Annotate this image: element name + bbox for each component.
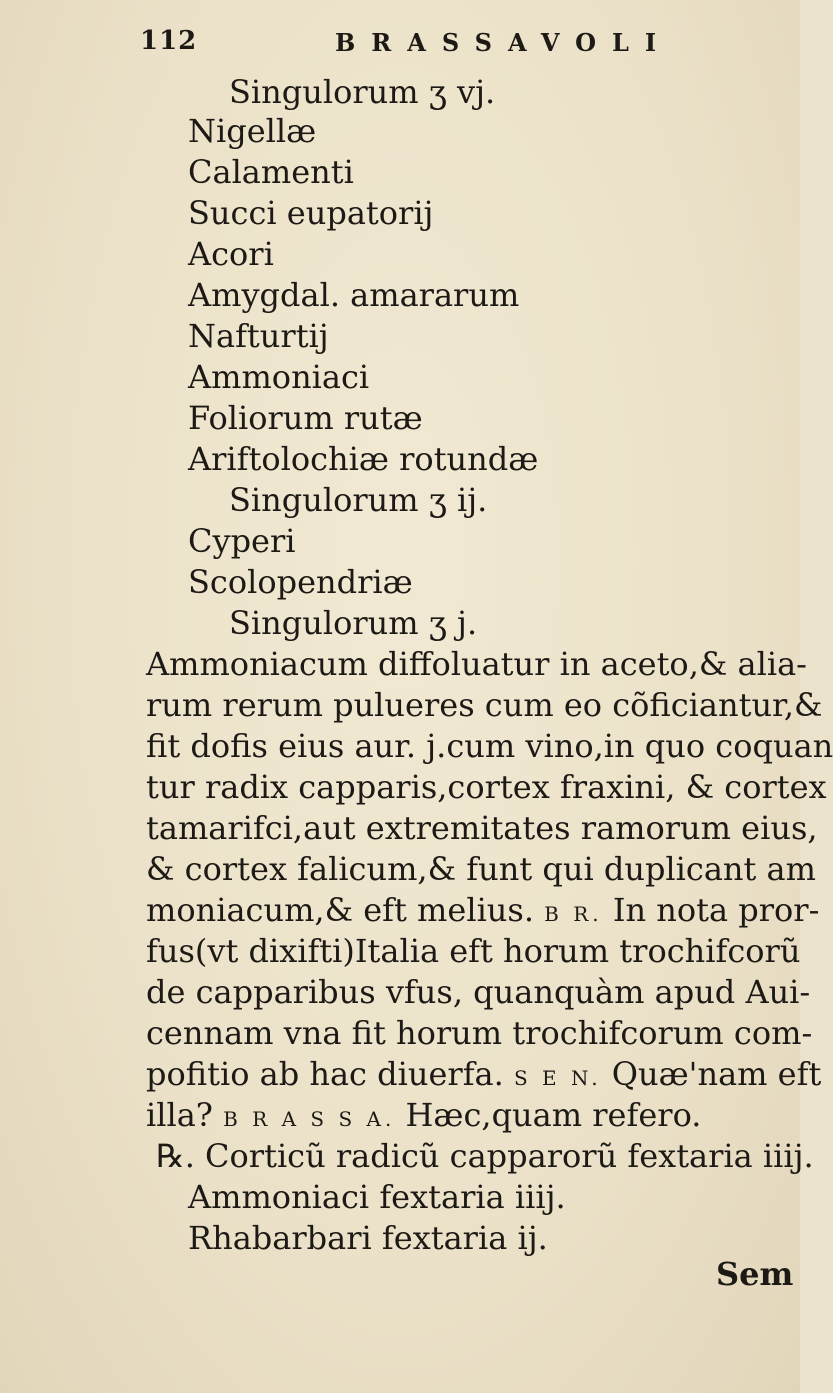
body-line	[146, 1095, 701, 1139]
body-line: tamarifci,aut extremitates ramorum eius,	[146, 809, 818, 847]
body-line	[146, 890, 819, 934]
recipe-line: Rhabarbari fextaria ij.	[188, 1219, 548, 1257]
recipe-line: Calamenti	[188, 153, 354, 191]
body-line: rum rerum pulueres cum eo cõficiantur,&	[146, 686, 823, 724]
body-text: illa?	[146, 1096, 213, 1134]
recipe-line: Singulorum ʒ vj.	[229, 73, 496, 111]
body-text: moniacum,& eft melius.	[146, 891, 534, 929]
recipe-line: Ammoniaci fextaria iiij.	[188, 1178, 566, 1216]
body-line	[146, 1054, 821, 1098]
body-text: In nota pror-	[612, 891, 820, 929]
recipe-line: Foliorum rutæ	[188, 399, 423, 437]
speaker-mark: B R.	[544, 902, 603, 926]
recipe-line: Ammoniaci	[188, 358, 370, 396]
body-line: fus(vt dixifti)Italia eft horum trochifcorũ	[146, 932, 801, 970]
page-header	[140, 26, 673, 70]
recipe-line: ℞. Corticũ radicũ capparorũ fextaria iiij.	[156, 1137, 814, 1175]
recipe-line: Singulorum ʒ j.	[229, 604, 478, 642]
recipe-line: Amygdal. amararum	[188, 276, 520, 314]
body-text: Quæ'nam eft	[611, 1055, 822, 1093]
recipe-line: Acori	[188, 235, 274, 273]
speaker-mark: S E N.	[513, 1066, 602, 1090]
body-line: fit dofis eius aur. j.cum vino,in quo coquan	[146, 727, 833, 765]
body-line: cennam vna fit horum trochifcorum com-	[146, 1014, 813, 1052]
recipe-line: Cyperi	[188, 522, 296, 560]
recipe-line: Ariftolochiæ rotundæ	[188, 440, 539, 478]
recipe-line: Nigellæ	[188, 112, 317, 150]
body-line: Ammoniacum diffoluatur in aceto,& alia-	[146, 645, 807, 683]
speaker-mark: B R A S S A.	[223, 1107, 396, 1131]
body-line: & cortex falicum,& funt qui duplicant am	[146, 850, 816, 888]
body-line: de capparibus vfus, quanquàm apud Aui-	[146, 973, 811, 1011]
running-head: BRASSAVOLI	[335, 28, 673, 57]
recipe-line: Scolopendriæ	[188, 563, 413, 601]
recipe-line: Nafturtij	[188, 317, 329, 355]
page-number: 112	[140, 26, 198, 56]
body-text: Hæc,quam refero.	[405, 1096, 702, 1134]
body-line: tur radix capparis,cortex fraxini, & cortex	[146, 768, 827, 806]
recipe-line: Succi eupatorij	[188, 194, 434, 232]
catchword: Sem	[716, 1255, 794, 1293]
body-text: pofitio ab hac diuerfa.	[146, 1055, 504, 1093]
recipe-line: Singulorum ʒ ij.	[229, 481, 488, 519]
